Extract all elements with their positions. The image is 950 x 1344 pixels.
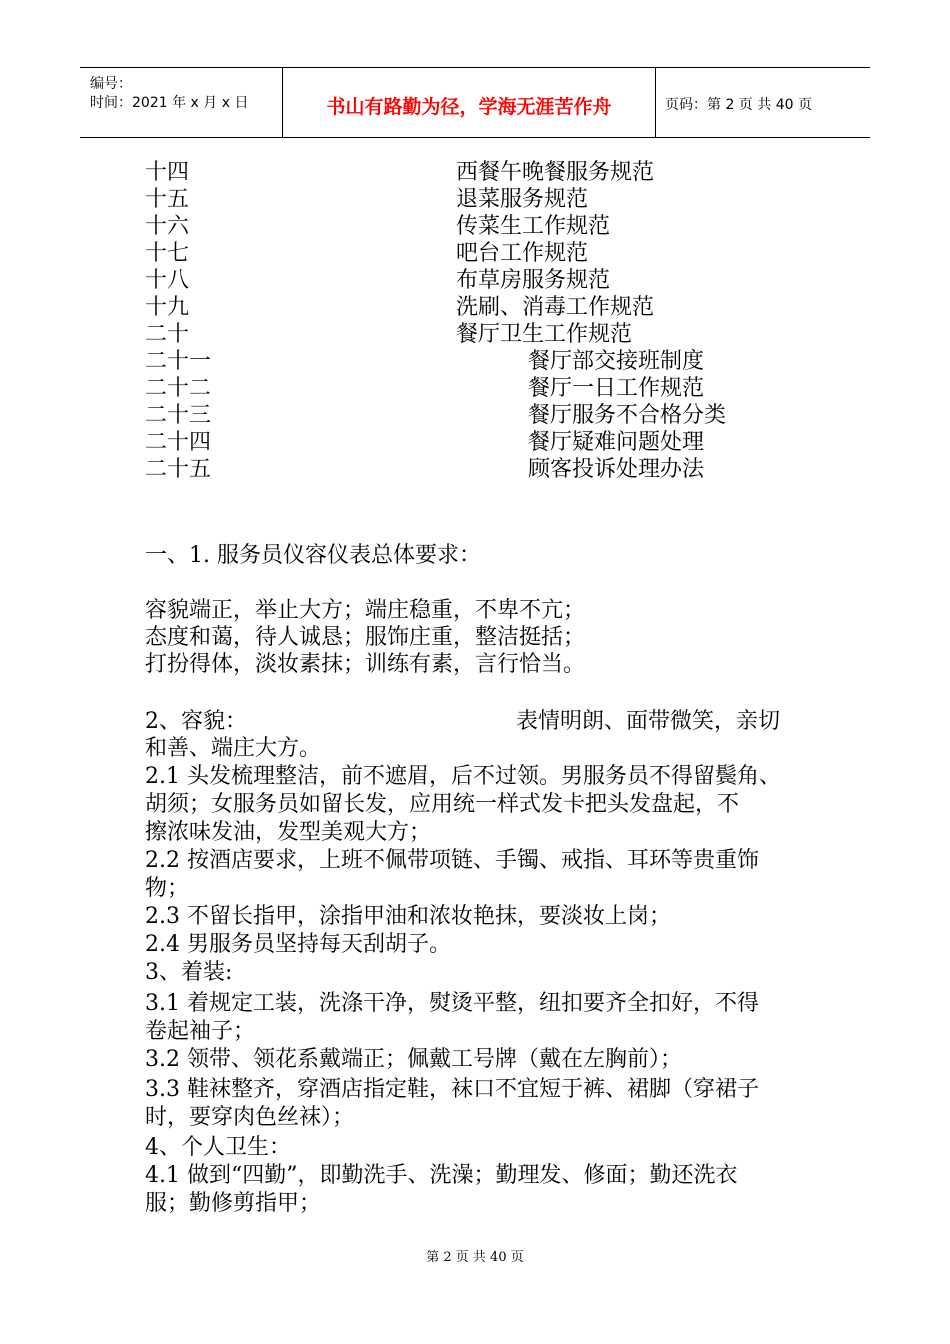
toc-number: 十九 xyxy=(145,295,190,320)
paragraph-line: 2.1 头发梳理整洁，前不遮眉，后不过领。男服务员不得留鬓角、 xyxy=(145,764,781,789)
toc-title: 餐厅服务不合格分类 xyxy=(528,403,727,428)
section-heading-line xyxy=(145,708,845,735)
toc-title: 布草房服务规范 xyxy=(456,268,611,293)
paragraph-line: 时，要穿肉色丝袜）； xyxy=(145,1105,355,1130)
paragraph-line: 3.2 领带、领花系戴端正；佩戴工号牌（戴在左胸前）； xyxy=(145,1047,682,1072)
header-page-number: 页码：第 2 页 共 40 页 xyxy=(665,97,812,113)
toc-number: 十六 xyxy=(145,214,190,239)
paragraph-line: 胡须；女服务员如留长发，应用统一样式发卡把头发盘起，不 xyxy=(145,792,740,817)
toc-title: 传菜生工作规范 xyxy=(456,214,611,239)
header-motto: 书山有路勤为径，学海无涯苦作舟 xyxy=(326,96,612,118)
paragraph-line: 2.4 男服务员坚持每天刮胡子。 xyxy=(145,932,451,957)
document-date-label: 时间：2021 年 x 月 x 日 xyxy=(90,95,249,111)
paragraph-line: 3.3 鞋袜整齐，穿酒店指定鞋，袜口不宜短于裤、裙脚（穿裙子 xyxy=(145,1077,759,1102)
paragraph-line: 态度和蔼，待人诚恳；服饰庄重，整洁挺括； xyxy=(145,625,586,650)
paragraph-line: 2.3 不留长指甲，涂指甲油和浓妆艳抹，要淡妆上岗； xyxy=(145,904,671,929)
paragraph-line: 2.2 按酒店要求，上班不佩带项链、手镯、戒指、耳环等贵重饰 xyxy=(145,848,759,873)
paragraph-line: 擦浓味发油，发型美观大方； xyxy=(145,820,432,845)
paragraph-line: 卷起袖子； xyxy=(145,1019,256,1044)
paragraph-line: 4.1 做到“四勤”，即勤洗手、洗澡；勤理发、修面；勤还洗衣 xyxy=(145,1163,738,1188)
section-heading: 一、1. 服务员仪容仪表总体要求： xyxy=(145,543,481,568)
toc-title: 餐厅卫生工作规范 xyxy=(456,322,633,347)
toc-number: 十八 xyxy=(145,268,190,293)
document-number-label: 编号： xyxy=(90,76,132,92)
toc-title: 餐厅一日工作规范 xyxy=(528,376,705,401)
toc-number: 十四 xyxy=(145,160,190,185)
toc-number: 二十一 xyxy=(145,349,212,374)
paragraph-line: 打扮得体，淡妆素抹；训练有素，言行恰当。 xyxy=(145,652,586,677)
page-footer xyxy=(0,1246,950,1265)
paragraph-line: 物； xyxy=(145,876,190,901)
toc-title: 餐厅部交接班制度 xyxy=(528,349,705,374)
toc-title: 餐厅疑难问题处理 xyxy=(528,430,705,455)
section-label: 3、着装: xyxy=(145,960,233,985)
toc-title: 洗刷、消毒工作规范 xyxy=(456,295,655,320)
paragraph-line: 3.1 着规定工装，洗涤干净，熨烫平整，纽扣要齐全扣好，不得 xyxy=(145,991,759,1016)
paragraph-line: 服；勤修剪指甲； xyxy=(145,1191,322,1216)
toc-number: 二十五 xyxy=(145,457,212,482)
paragraph-line: 和善、端庄大方。 xyxy=(145,736,322,761)
toc-number: 二十四 xyxy=(145,430,212,455)
toc-title: 吧台工作规范 xyxy=(456,241,589,266)
toc-title: 退菜服务规范 xyxy=(456,187,589,212)
header-motto-cell xyxy=(283,68,656,137)
header-meta-cell xyxy=(80,68,283,137)
toc-number: 二十二 xyxy=(145,376,212,401)
toc-number: 十五 xyxy=(145,187,190,212)
section-label: 4、个人卫生： xyxy=(145,1135,291,1160)
paragraph-text: 表情明朗、面带微笑，亲切 xyxy=(516,709,781,734)
page-header xyxy=(80,67,870,138)
toc-number: 十七 xyxy=(145,241,190,266)
paragraph-line: 容貌端正，举止大方；端庄稳重，不卑不亢； xyxy=(145,598,586,623)
header-page-cell xyxy=(656,68,870,137)
toc-title: 西餐午晚餐服务规范 xyxy=(456,160,655,185)
toc-number: 二十三 xyxy=(145,403,212,428)
section-label: 2、容貌： xyxy=(145,709,247,734)
footer-page-number: 第 2 页 共 40 页 xyxy=(426,1250,524,1265)
toc-number: 二十 xyxy=(145,322,190,347)
toc-title: 顾客投诉处理办法 xyxy=(528,457,705,482)
